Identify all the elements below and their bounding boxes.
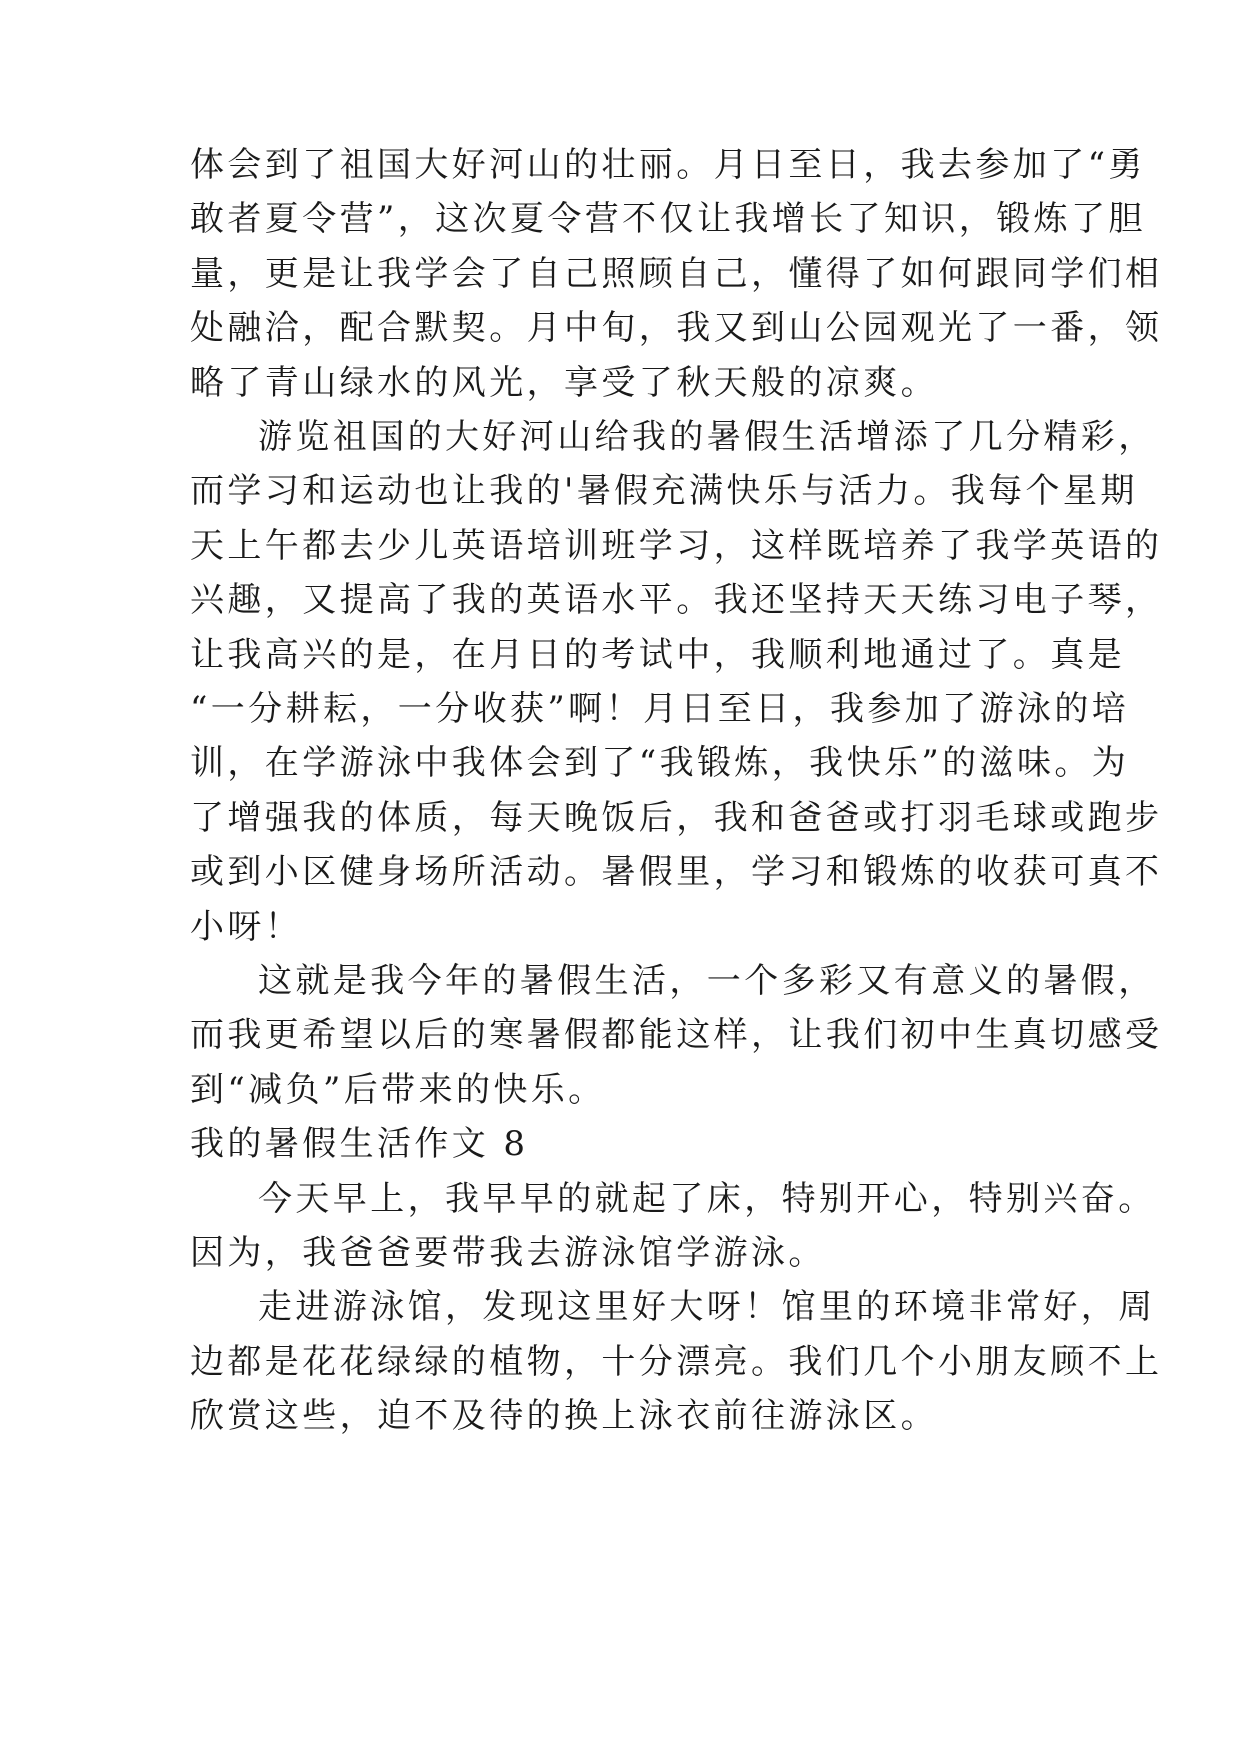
text-line: 今天早上，我早早的就起了床，特别开心，特别兴奋。 (258, 1179, 1156, 1219)
text-line: 边都是花花绿绿的植物，十分漂亮。我们几个小朋友顾不上 (190, 1342, 1163, 1382)
text-line: 量，更是让我学会了自己照顾自己，懂得了如何跟同学们相 (190, 254, 1163, 294)
text-line: 体会到了祖国大好河山的壮丽。月日至日，我去参加了“勇 (190, 145, 1146, 185)
section-heading: 我的暑假生活作文 8 (190, 1124, 529, 1164)
text-line: 而学习和运动也让我的'暑假充满快乐与活力。我每个星期 (190, 471, 1138, 511)
text-line: 兴趣，又提高了我的英语水平。我还坚持天天练习电子琴， (190, 580, 1163, 620)
text-line: 天上午都去少儿英语培训班学习，这样既培养了我学英语的 (190, 526, 1163, 566)
text-line: 小呀！ (190, 907, 303, 947)
text-line: 了增强我的体质，每天晚饭后，我和爸爸或打羽毛球或跑步 (190, 798, 1163, 838)
text-line: 略了青山绿水的风光，享受了秋天般的凉爽。 (190, 363, 938, 403)
text-line: 处融洽，配合默契。月中旬，我又到山公园观光了一番，领 (190, 308, 1163, 348)
text-line: 欣赏这些，迫不及待的换上泳衣前往游泳区。 (190, 1396, 938, 1436)
text-line: 游览祖国的大好河山给我的暑假生活增添了几分精彩， (258, 417, 1156, 457)
text-line: 这就是我今年的暑假生活，一个多彩又有意义的暑假， (258, 961, 1156, 1001)
text-line: 让我高兴的是，在月日的考试中，我顺利地通过了。真是 (190, 635, 1125, 675)
text-line: 或到小区健身场所活动。暑假里，学习和锻炼的收获可真不 (190, 852, 1163, 892)
text-line: 走进游泳馆，发现这里好大呀！馆里的环境非常好，周 (258, 1287, 1156, 1327)
text-line: 到“减负”后带来的快乐。 (190, 1070, 606, 1110)
text-line: 敢者夏令营”，这次夏令营不仅让我增长了知识，锻炼了胆 (190, 199, 1146, 239)
text-line: 而我更希望以后的寒暑假都能这样，让我们初中生真切感受 (190, 1015, 1163, 1055)
text-line: “一分耕耘，一分收获”啊！月日至日，我参加了游泳的培 (190, 689, 1130, 729)
text-line: 因为，我爸爸要带我去游泳馆学游泳。 (190, 1233, 826, 1273)
text-line: 训，在学游泳中我体会到了“我锻炼，我快乐”的滋味。为 (190, 743, 1130, 783)
